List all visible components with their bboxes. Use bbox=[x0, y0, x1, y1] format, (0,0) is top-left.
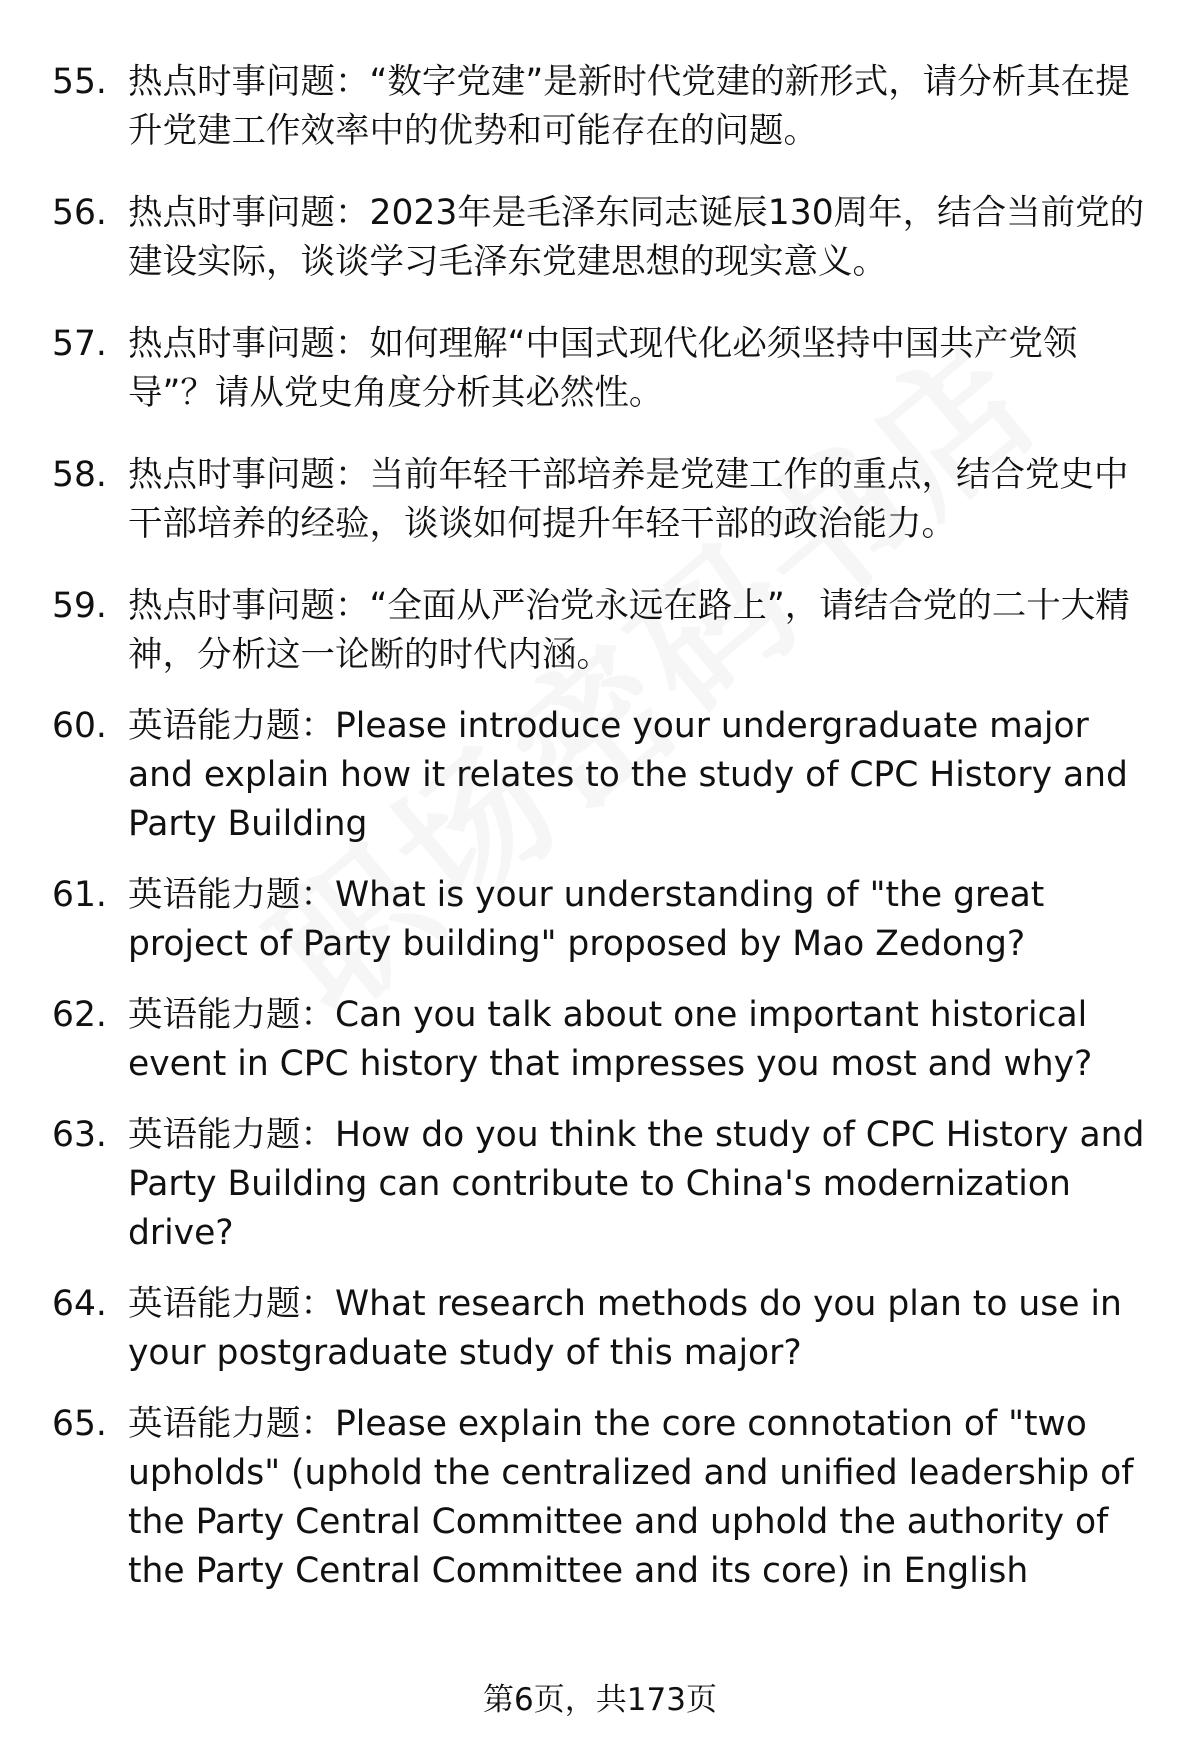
question-item bbox=[52, 189, 1152, 287]
question-category: 热点时事问题： bbox=[128, 324, 370, 364]
question-number: 56. bbox=[52, 193, 107, 233]
question-category: 英语能力题： bbox=[128, 706, 335, 746]
question-number: 60. bbox=[52, 706, 107, 746]
page-footer: 第6页，共173页 bbox=[483, 1682, 717, 1718]
question-category: 英语能力题： bbox=[128, 1404, 335, 1444]
question-category: 热点时事问题： bbox=[128, 193, 370, 233]
question-item bbox=[52, 451, 1152, 549]
question-body: What research methods do you plan to use in your postgraduate study of this major? bbox=[128, 1284, 1122, 1373]
question-number: 59. bbox=[52, 586, 107, 626]
question-number: 58. bbox=[52, 455, 107, 495]
question-category: 英语能力题： bbox=[128, 1115, 335, 1155]
question-category: 英语能力题： bbox=[128, 875, 335, 915]
question-body: 当前年轻干部培养是党建工作的重点，结合党史中干部培养的经验，谈谈如何提升年轻干部的政治能力。 bbox=[128, 455, 1129, 544]
question-item bbox=[52, 1400, 1152, 1596]
question-item bbox=[52, 991, 1152, 1089]
question-number: 63. bbox=[52, 1115, 107, 1155]
question-text bbox=[128, 1400, 1152, 1596]
question-body: “全面从严治党永远在路上”，请结合党的二十大精神，分析这一论断的时代内涵。 bbox=[128, 586, 1130, 675]
question-body: 2023年是毛泽东同志诞辰130周年，结合当前党的建设实际，谈谈学习毛泽东党建思想的现实意义。 bbox=[128, 193, 1145, 282]
question-category: 热点时事问题： bbox=[128, 455, 370, 495]
question-item bbox=[52, 58, 1152, 156]
question-number: 55. bbox=[52, 62, 107, 102]
question-category: 英语能力题： bbox=[128, 995, 335, 1035]
question-category: 热点时事问题： bbox=[128, 62, 370, 102]
question-body: How do you think the study of CPC History and Party Building can contribute to China's modernization drive? bbox=[128, 1115, 1145, 1253]
question-category: 热点时事问题： bbox=[128, 586, 370, 626]
question-text bbox=[128, 702, 1152, 849]
question-body: Please explain the core connotation of "two upholds" (uphold the centralized and unified leadership of the Party Central Committee and uphold the authority of the Party Central Committee and its core) in English bbox=[128, 1404, 1134, 1591]
question-item bbox=[52, 582, 1152, 680]
question-text bbox=[128, 991, 1152, 1089]
question-number: 57. bbox=[52, 324, 107, 364]
question-body: 如何理解“中国式现代化必须坚持中国共产党领导”？请从党史角度分析其必然性。 bbox=[128, 324, 1078, 413]
question-body: What is your understanding of "the great project of Party building" proposed by Mao Zedong? bbox=[128, 875, 1045, 964]
question-item bbox=[52, 1280, 1152, 1378]
question-number: 64. bbox=[52, 1284, 107, 1324]
question-item bbox=[52, 871, 1152, 969]
question-body: Please introduce your undergraduate major and explain how it relates to the study of CPC History and Party Building bbox=[128, 706, 1128, 844]
question-body: Can you talk about one important historical event in CPC history that impresses you most and why? bbox=[128, 995, 1093, 1084]
question-item bbox=[52, 702, 1152, 849]
question-text bbox=[128, 871, 1152, 969]
question-text bbox=[128, 189, 1152, 287]
question-text bbox=[128, 58, 1152, 156]
question-list bbox=[52, 58, 1152, 1596]
question-body: “数字党建”是新时代党建的新形式，请分析其在提升党建工作效率中的优势和可能存在的问题。 bbox=[128, 62, 1130, 151]
question-number: 61. bbox=[52, 875, 107, 915]
question-text bbox=[128, 1280, 1152, 1378]
question-text bbox=[128, 320, 1152, 418]
question-number: 62. bbox=[52, 995, 107, 1035]
question-text bbox=[128, 1111, 1152, 1258]
question-item bbox=[52, 1111, 1152, 1258]
question-item bbox=[52, 320, 1152, 418]
question-text bbox=[128, 582, 1152, 680]
question-category: 英语能力题： bbox=[128, 1284, 335, 1324]
question-text bbox=[128, 451, 1152, 549]
question-number: 65. bbox=[52, 1404, 107, 1444]
